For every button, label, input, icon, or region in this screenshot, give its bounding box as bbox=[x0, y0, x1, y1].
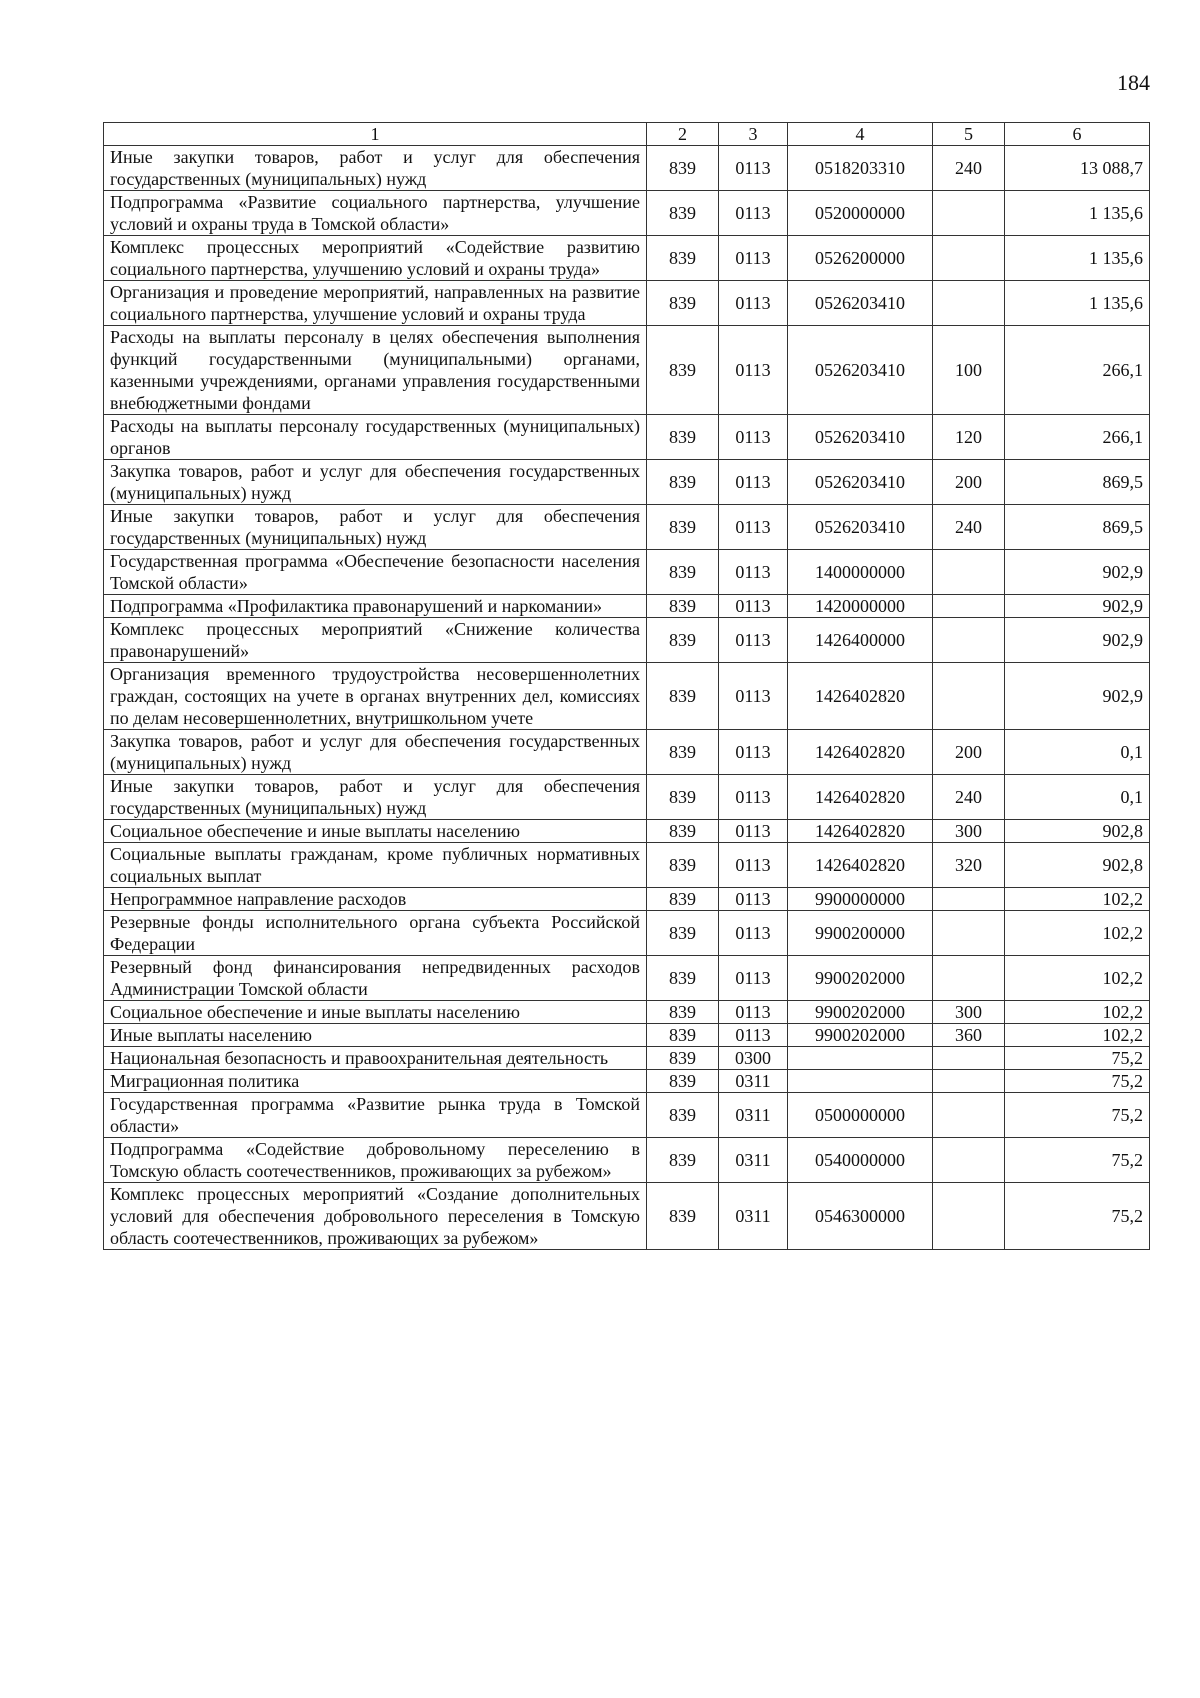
amount-cell: 75,2 bbox=[1005, 1138, 1150, 1183]
expense-type-code-cell: 360 bbox=[933, 1024, 1005, 1047]
item-name-cell: Резервные фонды исполнительного органа субъекта Российской Федерации bbox=[104, 911, 647, 956]
item-name-cell: Подпрограмма «Развитие социального партнерства, улучшение условий и охраны труда в Томской области» bbox=[104, 191, 647, 236]
section-code-cell: 0311 bbox=[719, 1138, 788, 1183]
table-row bbox=[104, 1138, 1150, 1183]
ministry-code-cell: 839 bbox=[647, 663, 719, 730]
table-row bbox=[104, 415, 1150, 460]
expense-type-code-cell bbox=[933, 1047, 1005, 1070]
expense-type-code-cell: 200 bbox=[933, 460, 1005, 505]
item-name-cell: Подпрограмма «Содействие добровольному переселению в Томскую область соотечественников, проживающих за рубежом» bbox=[104, 1138, 647, 1183]
item-name-cell: Подпрограмма «Профилактика правонарушений и наркомании» bbox=[104, 595, 647, 618]
expense-type-code-cell bbox=[933, 550, 1005, 595]
ministry-code-cell: 839 bbox=[647, 1093, 719, 1138]
table-row bbox=[104, 775, 1150, 820]
amount-cell: 902,9 bbox=[1005, 663, 1150, 730]
section-code-cell: 0113 bbox=[719, 505, 788, 550]
table-row bbox=[104, 1047, 1150, 1070]
target-article-code-cell bbox=[788, 1070, 933, 1093]
target-article-code-cell: 0526200000 bbox=[788, 236, 933, 281]
section-code-cell: 0113 bbox=[719, 415, 788, 460]
amount-cell: 869,5 bbox=[1005, 505, 1150, 550]
amount-cell: 75,2 bbox=[1005, 1047, 1150, 1070]
ministry-code-cell: 839 bbox=[647, 730, 719, 775]
section-code-cell: 0113 bbox=[719, 550, 788, 595]
ministry-code-cell: 839 bbox=[647, 1024, 719, 1047]
section-code-cell: 0113 bbox=[719, 595, 788, 618]
expense-type-code-cell: 100 bbox=[933, 326, 1005, 415]
page-number: 184 bbox=[1117, 70, 1150, 95]
target-article-code-cell: 0546300000 bbox=[788, 1183, 933, 1250]
amount-cell: 1 135,6 bbox=[1005, 191, 1150, 236]
target-article-code-cell: 0500000000 bbox=[788, 1093, 933, 1138]
section-code-cell: 0113 bbox=[719, 956, 788, 1001]
expense-type-code-cell bbox=[933, 1183, 1005, 1250]
target-article-code-cell: 0520000000 bbox=[788, 191, 933, 236]
target-article-code-cell: 9900202000 bbox=[788, 1024, 933, 1047]
ministry-code-cell: 839 bbox=[647, 326, 719, 415]
target-article-code-cell: 9900200000 bbox=[788, 911, 933, 956]
target-article-code-cell: 1426402820 bbox=[788, 775, 933, 820]
table-row bbox=[104, 146, 1150, 191]
expense-type-code-cell: 240 bbox=[933, 775, 1005, 820]
item-name-cell: Организация временного трудоустройства несовершеннолетних граждан, состоящих на учете в органах внутренних дел, комиссиях по делам несовершеннолетних, внутришкольном учете bbox=[104, 663, 647, 730]
column-header-2: 2 bbox=[647, 123, 719, 146]
section-code-cell: 0113 bbox=[719, 281, 788, 326]
column-header-3: 3 bbox=[719, 123, 788, 146]
ministry-code-cell: 839 bbox=[647, 820, 719, 843]
item-name-cell: Иные закупки товаров, работ и услуг для обеспечения государственных (муниципальных) нужд bbox=[104, 505, 647, 550]
item-name-cell: Закупка товаров, работ и услуг для обеспечения государственных (муниципальных) нужд bbox=[104, 730, 647, 775]
amount-cell: 1 135,6 bbox=[1005, 281, 1150, 326]
section-code-cell: 0113 bbox=[719, 326, 788, 415]
section-code-cell: 0300 bbox=[719, 1047, 788, 1070]
target-article-code-cell: 1420000000 bbox=[788, 595, 933, 618]
section-code-cell: 0113 bbox=[719, 911, 788, 956]
ministry-code-cell: 839 bbox=[647, 1047, 719, 1070]
section-code-cell: 0113 bbox=[719, 843, 788, 888]
expense-type-code-cell: 200 bbox=[933, 730, 1005, 775]
table-row bbox=[104, 595, 1150, 618]
target-article-code-cell: 1426402820 bbox=[788, 820, 933, 843]
target-article-code-cell bbox=[788, 1047, 933, 1070]
target-article-code-cell: 9900202000 bbox=[788, 1001, 933, 1024]
table-row bbox=[104, 843, 1150, 888]
section-code-cell: 0113 bbox=[719, 618, 788, 663]
section-code-cell: 0113 bbox=[719, 730, 788, 775]
amount-cell: 102,2 bbox=[1005, 956, 1150, 1001]
ministry-code-cell: 839 bbox=[647, 281, 719, 326]
section-code-cell: 0113 bbox=[719, 1024, 788, 1047]
item-name-cell: Государственная программа «Развитие рынка труда в Томской области» bbox=[104, 1093, 647, 1138]
ministry-code-cell: 839 bbox=[647, 415, 719, 460]
expense-type-code-cell: 240 bbox=[933, 505, 1005, 550]
expense-type-code-cell bbox=[933, 1093, 1005, 1138]
amount-cell: 266,1 bbox=[1005, 415, 1150, 460]
target-article-code-cell: 0540000000 bbox=[788, 1138, 933, 1183]
amount-cell: 869,5 bbox=[1005, 460, 1150, 505]
expense-type-code-cell: 120 bbox=[933, 415, 1005, 460]
amount-cell: 902,8 bbox=[1005, 843, 1150, 888]
ministry-code-cell: 839 bbox=[647, 1138, 719, 1183]
item-name-cell: Иные выплаты населению bbox=[104, 1024, 647, 1047]
table-row bbox=[104, 618, 1150, 663]
item-name-cell: Комплекс процессных мероприятий «Создание дополнительных условий для обеспечения добровольного переселения в Томскую область соотечественников, проживающих за рубежом» bbox=[104, 1183, 647, 1250]
expense-type-code-cell bbox=[933, 595, 1005, 618]
amount-cell: 75,2 bbox=[1005, 1070, 1150, 1093]
table-row bbox=[104, 191, 1150, 236]
column-header-5: 5 bbox=[933, 123, 1005, 146]
amount-cell: 102,2 bbox=[1005, 888, 1150, 911]
table-row bbox=[104, 663, 1150, 730]
table-row bbox=[104, 956, 1150, 1001]
table-row bbox=[104, 550, 1150, 595]
section-code-cell: 0113 bbox=[719, 663, 788, 730]
ministry-code-cell: 839 bbox=[647, 1001, 719, 1024]
expense-type-code-cell bbox=[933, 191, 1005, 236]
item-name-cell: Комплекс процессных мероприятий «Снижение количества правонарушений» bbox=[104, 618, 647, 663]
ministry-code-cell: 839 bbox=[647, 505, 719, 550]
ministry-code-cell: 839 bbox=[647, 191, 719, 236]
expense-type-code-cell bbox=[933, 236, 1005, 281]
section-code-cell: 0311 bbox=[719, 1070, 788, 1093]
expense-type-code-cell bbox=[933, 888, 1005, 911]
amount-cell: 1 135,6 bbox=[1005, 236, 1150, 281]
expense-type-code-cell bbox=[933, 911, 1005, 956]
item-name-cell: Непрограммное направление расходов bbox=[104, 888, 647, 911]
target-article-code-cell: 0526203410 bbox=[788, 326, 933, 415]
ministry-code-cell: 839 bbox=[647, 911, 719, 956]
ministry-code-cell: 839 bbox=[647, 1070, 719, 1093]
table-row bbox=[104, 1183, 1150, 1250]
ministry-code-cell: 839 bbox=[647, 550, 719, 595]
ministry-code-cell: 839 bbox=[647, 146, 719, 191]
section-code-cell: 0113 bbox=[719, 460, 788, 505]
column-header-4: 4 bbox=[788, 123, 933, 146]
amount-cell: 902,9 bbox=[1005, 618, 1150, 663]
table-row bbox=[104, 505, 1150, 550]
ministry-code-cell: 839 bbox=[647, 956, 719, 1001]
table-row bbox=[104, 820, 1150, 843]
column-header-6: 6 bbox=[1005, 123, 1150, 146]
table-row bbox=[104, 730, 1150, 775]
item-name-cell: Государственная программа «Обеспечение безопасности населения Томской области» bbox=[104, 550, 647, 595]
table-row bbox=[104, 281, 1150, 326]
item-name-cell: Комплекс процессных мероприятий «Содействие развитию социального партнерства, улучшению условий и охраны труда» bbox=[104, 236, 647, 281]
target-article-code-cell: 1426402820 bbox=[788, 663, 933, 730]
table-row bbox=[104, 1024, 1150, 1047]
ministry-code-cell: 839 bbox=[647, 888, 719, 911]
target-article-code-cell: 1426400000 bbox=[788, 618, 933, 663]
target-article-code-cell: 0526203410 bbox=[788, 415, 933, 460]
table-row bbox=[104, 460, 1150, 505]
target-article-code-cell: 1426402820 bbox=[788, 843, 933, 888]
amount-cell: 75,2 bbox=[1005, 1183, 1150, 1250]
item-name-cell: Иные закупки товаров, работ и услуг для обеспечения государственных (муниципальных) нужд bbox=[104, 775, 647, 820]
amount-cell: 0,1 bbox=[1005, 775, 1150, 820]
expense-type-code-cell: 300 bbox=[933, 1001, 1005, 1024]
amount-cell: 266,1 bbox=[1005, 326, 1150, 415]
table-row bbox=[104, 911, 1150, 956]
table-row bbox=[104, 326, 1150, 415]
section-code-cell: 0113 bbox=[719, 775, 788, 820]
section-code-cell: 0113 bbox=[719, 888, 788, 911]
amount-cell: 102,2 bbox=[1005, 1001, 1150, 1024]
ministry-code-cell: 839 bbox=[647, 843, 719, 888]
expense-type-code-cell bbox=[933, 1070, 1005, 1093]
expense-type-code-cell: 240 bbox=[933, 146, 1005, 191]
table-row bbox=[104, 1070, 1150, 1093]
expense-type-code-cell: 320 bbox=[933, 843, 1005, 888]
ministry-code-cell: 839 bbox=[647, 775, 719, 820]
section-code-cell: 0113 bbox=[719, 191, 788, 236]
ministry-code-cell: 839 bbox=[647, 618, 719, 663]
item-name-cell: Расходы на выплаты персоналу в целях обеспечения выполнения функций государственными (муниципальными) органами, казенными учреждениями, органами управления государственными внебюджетными фондами bbox=[104, 326, 647, 415]
section-code-cell: 0311 bbox=[719, 1183, 788, 1250]
amount-cell: 902,9 bbox=[1005, 550, 1150, 595]
item-name-cell: Организация и проведение мероприятий, направленных на развитие социального партнерства, улучшение условий и охраны труда bbox=[104, 281, 647, 326]
target-article-code-cell: 1426402820 bbox=[788, 730, 933, 775]
ministry-code-cell: 839 bbox=[647, 1183, 719, 1250]
target-article-code-cell: 9900202000 bbox=[788, 956, 933, 1001]
column-header-1: 1 bbox=[104, 123, 647, 146]
item-name-cell: Закупка товаров, работ и услуг для обеспечения государственных (муниципальных) нужд bbox=[104, 460, 647, 505]
expense-type-code-cell: 300 bbox=[933, 820, 1005, 843]
expense-type-code-cell bbox=[933, 663, 1005, 730]
section-code-cell: 0113 bbox=[719, 1001, 788, 1024]
item-name-cell: Расходы на выплаты персоналу государственных (муниципальных) органов bbox=[104, 415, 647, 460]
amount-cell: 102,2 bbox=[1005, 911, 1150, 956]
table-row bbox=[104, 236, 1150, 281]
item-name-cell: Социальное обеспечение и иные выплаты населению bbox=[104, 1001, 647, 1024]
item-name-cell: Социальное обеспечение и иные выплаты населению bbox=[104, 820, 647, 843]
header-row bbox=[104, 123, 1150, 146]
amount-cell: 75,2 bbox=[1005, 1093, 1150, 1138]
expense-type-code-cell bbox=[933, 281, 1005, 326]
item-name-cell: Резервный фонд финансирования непредвиденных расходов Администрации Томской области bbox=[104, 956, 647, 1001]
ministry-code-cell: 839 bbox=[647, 460, 719, 505]
table-row bbox=[104, 888, 1150, 911]
target-article-code-cell: 0526203410 bbox=[788, 505, 933, 550]
amount-cell: 0,1 bbox=[1005, 730, 1150, 775]
amount-cell: 13 088,7 bbox=[1005, 146, 1150, 191]
expense-type-code-cell bbox=[933, 956, 1005, 1001]
item-name-cell: Национальная безопасность и правоохранительная деятельность bbox=[104, 1047, 647, 1070]
ministry-code-cell: 839 bbox=[647, 595, 719, 618]
table-row bbox=[104, 1093, 1150, 1138]
section-code-cell: 0311 bbox=[719, 1093, 788, 1138]
target-article-code-cell: 0526203410 bbox=[788, 281, 933, 326]
target-article-code-cell: 1400000000 bbox=[788, 550, 933, 595]
section-code-cell: 0113 bbox=[719, 236, 788, 281]
section-code-cell: 0113 bbox=[719, 820, 788, 843]
item-name-cell: Иные закупки товаров, работ и услуг для обеспечения государственных (муниципальных) нужд bbox=[104, 146, 647, 191]
target-article-code-cell: 9900000000 bbox=[788, 888, 933, 911]
target-article-code-cell: 0518203310 bbox=[788, 146, 933, 191]
target-article-code-cell: 0526203410 bbox=[788, 460, 933, 505]
budget-table bbox=[103, 122, 1150, 1250]
expense-type-code-cell bbox=[933, 618, 1005, 663]
amount-cell: 102,2 bbox=[1005, 1024, 1150, 1047]
ministry-code-cell: 839 bbox=[647, 236, 719, 281]
table-row bbox=[104, 1001, 1150, 1024]
expense-type-code-cell bbox=[933, 1138, 1005, 1183]
item-name-cell: Социальные выплаты гражданам, кроме публичных нормативных социальных выплат bbox=[104, 843, 647, 888]
item-name-cell: Миграционная политика bbox=[104, 1070, 647, 1093]
section-code-cell: 0113 bbox=[719, 146, 788, 191]
amount-cell: 902,8 bbox=[1005, 820, 1150, 843]
amount-cell: 902,9 bbox=[1005, 595, 1150, 618]
